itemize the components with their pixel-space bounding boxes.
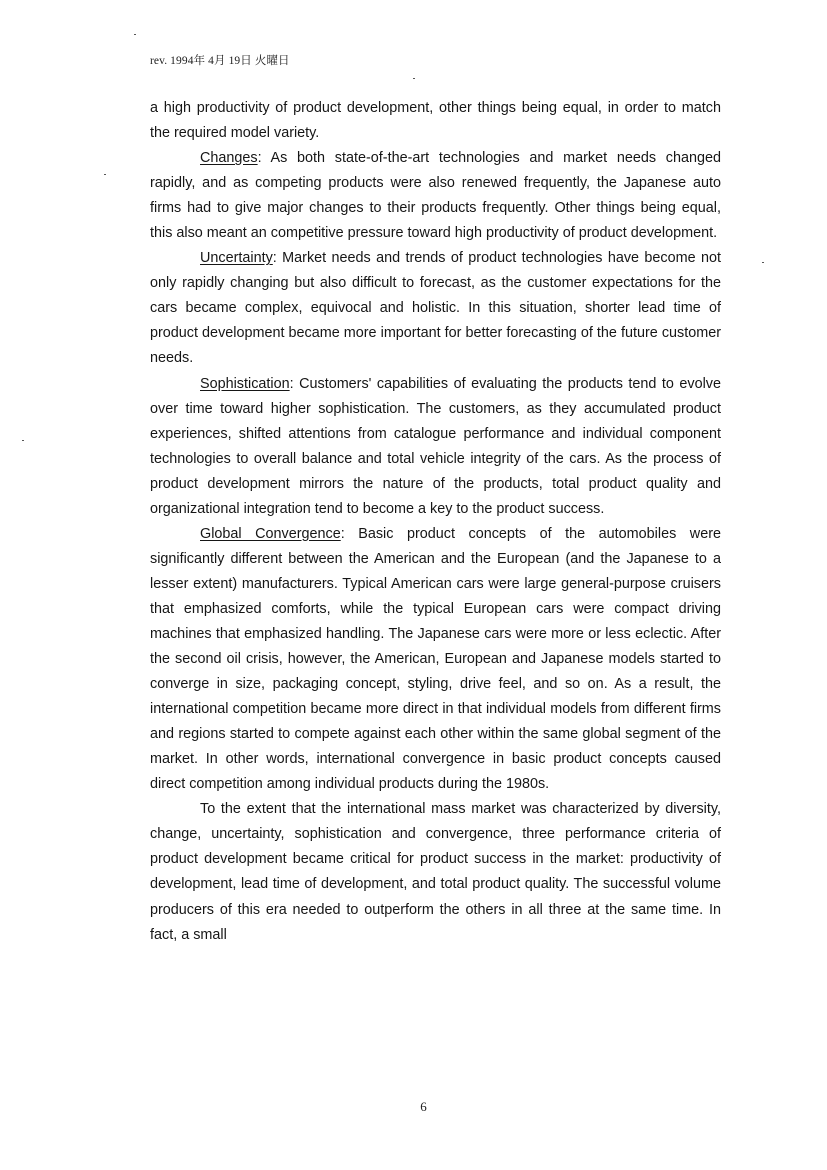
term-global-convergence: Global Convergence — [200, 525, 341, 542]
paragraph-changes-text: : As both state-of-the-art technologies and market needs changed rapidly, and as competing products were also renewed frequently, the Japanese auto firms had to give major changes to their products frequently. Other things being equal, this also meant an competitive pressure toward high productivity of product development. — [150, 150, 721, 242]
paragraph-continuation: a high productivity of product development, other things being equal, in order to match the required model variety. — [150, 100, 721, 142]
paragraph-conclusion: To the extent that the international mass market was characterized by diversity, change, uncertainty, sophistication and convergence, three performance criteria of product development became critical for product success in the market: productivity of development, lead time of development, and total product quality. The successful volume producers of this era needed to outperform the others in all three at the same time. In fact, a small — [150, 801, 721, 943]
paragraph-sophistication — [150, 372, 721, 522]
paragraph-uncertainty-text: : Market needs and trends of product technologies have become not only rapidly changing but also difficult to forecast, as the customer expectations for the cars became complex, equivocal and holistic. In this situation, shorter lead time of product development became more important for better forecasting of the future customer needs. — [150, 250, 721, 367]
paragraph-global-convergence — [150, 522, 721, 798]
term-sophistication: Sophistication — [200, 375, 290, 392]
paragraph-sophistication-text: : Customers' capabilities of evaluating the products tend to evolve over time toward higher sophistication. The customers, as they accumulated product experiences, shifted attentions from catalogue performance and individual component technologies to overall balance and total vehicle integrity of the cars. As the process of product development mirrors the nature of the products, total product quality and organizational integration tend to become a key to the product success. — [150, 375, 721, 517]
paragraph-global-convergence-text: : Basic product concepts of the automobiles were significantly different between the American and the European (and the Japanese to a lesser extent) manufacturers. Typical American cars were large general-purpose cruisers that emphasized comforts, while the typical European cars were compact driving machines that emphasized handling. The Japanese cars were more or less eclectic. After the second oil crisis, however, the American, European and Japanese models started to converge in size, packaging concept, styling, drive feel, and so on. As a result, the international competition became more direct in that individual models from different firms and regions started to compete against each other within the same global segment of the market. In other words, international convergence in basic product concepts caused direct competition among individual products during the 1980s. — [150, 525, 721, 793]
term-changes: Changes — [200, 150, 258, 167]
term-uncertainty: Uncertainty — [200, 250, 273, 267]
paragraph-uncertainty — [150, 246, 721, 371]
scan-speck — [413, 78, 415, 79]
page-number: 6 — [420, 1099, 427, 1114]
paragraph-changes — [150, 146, 721, 246]
scan-speck — [134, 34, 136, 35]
scan-speck — [104, 174, 106, 175]
revision-header: rev. 1994年 4月 19日 火曜日 — [150, 55, 290, 67]
document-body — [150, 96, 721, 948]
scan-speck — [22, 440, 24, 441]
scan-speck — [762, 262, 764, 263]
